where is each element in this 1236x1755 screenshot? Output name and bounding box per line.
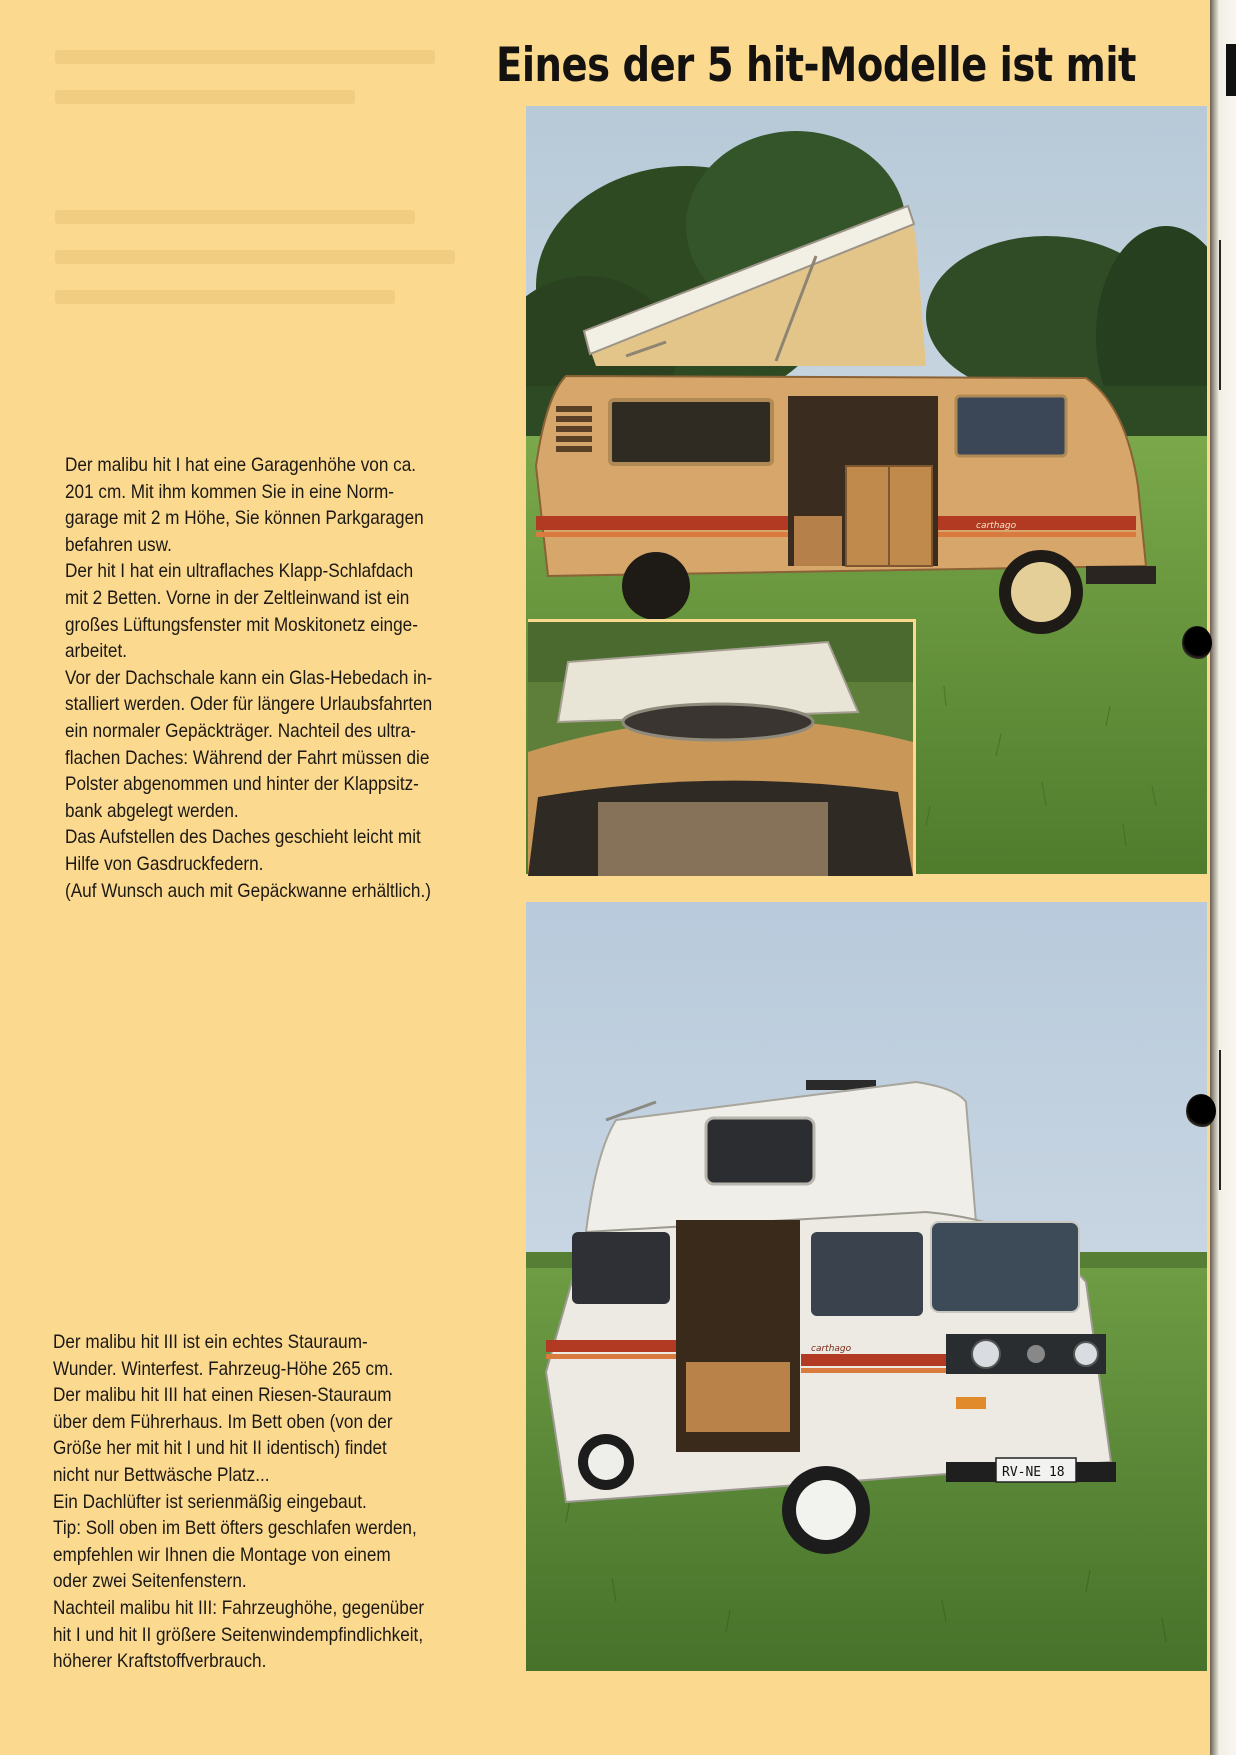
text-line: über dem Führerhaus. Im Bett oben (von der bbox=[53, 1410, 393, 1433]
text-line: bank abgelegt werden. bbox=[65, 799, 239, 822]
text-line: oder zwei Seitenfenstern. bbox=[53, 1570, 247, 1593]
text-line: arbeitet. bbox=[65, 640, 128, 663]
page-binding-edge bbox=[1210, 0, 1236, 1755]
text-line: Ein Dachlüfter ist serienmäßig eingebaut. bbox=[53, 1490, 367, 1513]
hit-i-description bbox=[65, 452, 505, 904]
edge-line bbox=[1219, 240, 1221, 390]
text-line: empfehlen wir Ihnen die Montage von einem bbox=[53, 1543, 391, 1566]
license-plate: RV-NE 18 bbox=[1002, 1465, 1065, 1480]
cropped-letter bbox=[1226, 44, 1236, 96]
text-line: Das Aufstellen des Daches geschieht leicht mit bbox=[65, 826, 421, 849]
photo-hit-iii-van-highroof bbox=[526, 902, 1207, 1671]
text-line: mit 2 Betten. Vorne in der Zeltleinwand ist ein bbox=[65, 586, 410, 609]
text-line: Der hit I hat ein ultraflaches Klapp-Schlafdach bbox=[65, 560, 414, 583]
text-line: ein normaler Gepäckträger. Nachteil des ultra- bbox=[65, 719, 416, 742]
text-line: Nachteil malibu hit III: Fahrzeughöhe, gegenüber bbox=[53, 1596, 425, 1619]
text-line: garage mit 2 m Höhe, Sie können Parkgaragen bbox=[65, 507, 424, 530]
punch-hole-top bbox=[1182, 626, 1212, 660]
text-line: Der malibu hit I hat eine Garagenhöhe von ca. bbox=[65, 454, 417, 476]
text-line: Vor der Dachschale kann ein Glas-Hebedach in- bbox=[65, 666, 433, 689]
text-line: großes Lüftungsfenster mit Moskitonetz einge- bbox=[65, 613, 418, 636]
edge-line bbox=[1219, 1050, 1221, 1190]
text-line: Wunder. Winterfest. Fahrzeug-Höhe 265 cm. bbox=[53, 1357, 394, 1380]
decal-text-van3: carthago bbox=[811, 1344, 852, 1354]
text-line: nicht nur Bettwäsche Platz... bbox=[53, 1463, 270, 1486]
text-line: Größe her mit hit I und hit II identisch) findet bbox=[53, 1437, 387, 1460]
text-line: Der malibu hit III ist ein echtes Stauraum- bbox=[53, 1331, 368, 1353]
text-line: Tip: Soll oben im Bett öfters geschlafen werden, bbox=[53, 1517, 417, 1540]
punch-hole-bottom bbox=[1186, 1094, 1216, 1128]
photo-roof-closeup bbox=[528, 619, 916, 876]
text-line: flachen Daches: Während der Fahrt müssen die bbox=[65, 746, 430, 769]
text-line: Hilfe von Gasdruckfedern. bbox=[65, 852, 264, 875]
text-line: (Auf Wunsch auch mit Gepäckwanne erhältlich.) bbox=[65, 879, 431, 902]
show-through-text bbox=[55, 50, 495, 330]
text-line: stalliert werden. Oder für längere Urlaubsfahrten bbox=[65, 693, 433, 716]
hit-iii-description bbox=[53, 1329, 503, 1675]
text-line: 201 cm. Mit ihm kommen Sie in eine Norm- bbox=[65, 480, 395, 503]
decal-text-van1: carthago bbox=[976, 521, 1017, 531]
text-line: höherer Kraftstoffverbrauch. bbox=[53, 1650, 267, 1673]
text-line: Polster abgenommen und hinter der Klappsitz- bbox=[65, 773, 419, 796]
page-headline: Eines der 5 hit-Modelle ist mit bbox=[496, 38, 1136, 93]
text-line: Der malibu hit III hat einen Riesen-Stauraum bbox=[53, 1384, 392, 1407]
text-line: befahren usw. bbox=[65, 533, 172, 556]
text-line: hit I und hit II größere Seitenwindempfindlichkeit, bbox=[53, 1623, 424, 1646]
